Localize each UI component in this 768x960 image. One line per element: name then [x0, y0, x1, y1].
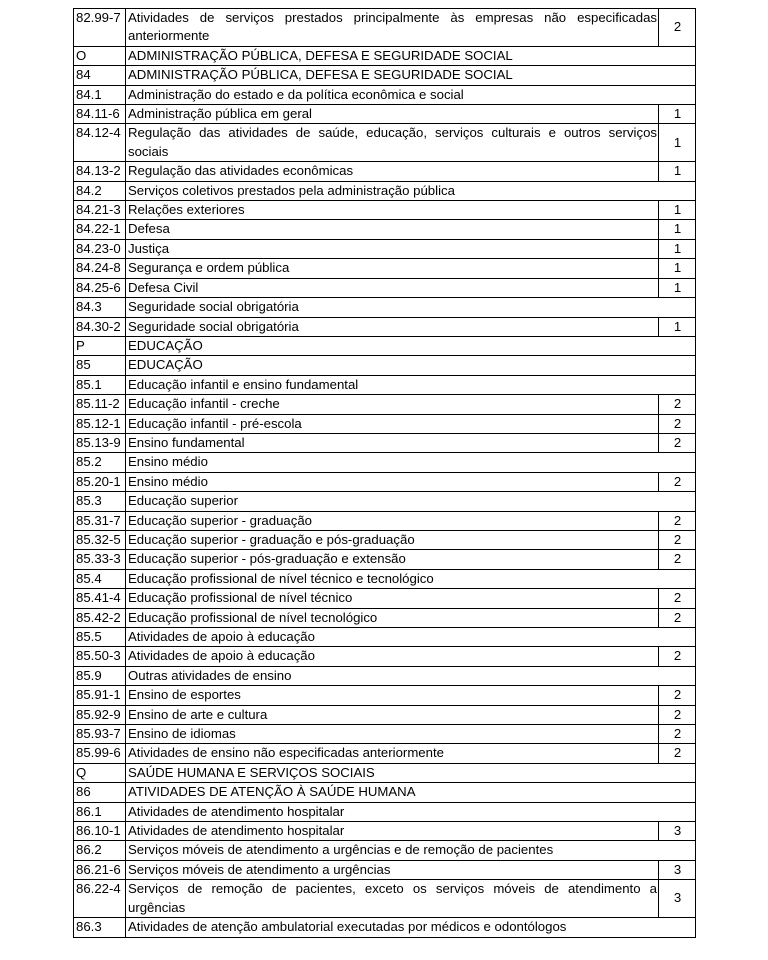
table-row — [74, 278, 696, 297]
activity-description: Educação superior — [126, 492, 696, 511]
table-row — [74, 705, 696, 724]
activity-code: 85.9 — [74, 666, 126, 685]
activity-code: 84.12-4 — [74, 124, 126, 162]
degree-value: 1 — [659, 162, 696, 181]
table-row — [74, 550, 696, 569]
activity-code: 85.50-3 — [74, 647, 126, 666]
table-row — [74, 105, 696, 124]
activity-description: Administração pública em geral — [126, 105, 659, 124]
degree-value: 2 — [659, 744, 696, 763]
table-row — [74, 763, 696, 782]
activity-code: 84.23-0 — [74, 239, 126, 258]
activity-description: Regulação das atividades de saúde, educação, serviços culturais e outros serviços sociais — [126, 124, 659, 162]
activity-description: ADMINISTRAÇÃO PÚBLICA, DEFESA E SEGURIDADE SOCIAL — [126, 46, 696, 65]
degree-value: 1 — [659, 124, 696, 162]
activity-code: 85.41-4 — [74, 589, 126, 608]
table-row — [74, 608, 696, 627]
activity-code: 84.22-1 — [74, 220, 126, 239]
activity-code: 85 — [74, 356, 126, 375]
activity-description: Atividades de apoio à educação — [126, 628, 696, 647]
activity-description: Educação superior - graduação — [126, 511, 659, 530]
cnae-table — [73, 8, 696, 938]
table-body — [74, 9, 696, 938]
activity-description: Atividades de atendimento hospitalar — [126, 822, 659, 841]
activity-code: 84.2 — [74, 181, 126, 200]
activity-code: 85.5 — [74, 628, 126, 647]
activity-code: 84.1 — [74, 85, 126, 104]
degree-value: 1 — [659, 105, 696, 124]
activity-code: 85.32-5 — [74, 530, 126, 549]
activity-code: 85.2 — [74, 453, 126, 472]
activity-code: 84.30-2 — [74, 317, 126, 336]
activity-description: Defesa Civil — [126, 278, 659, 297]
table-row — [74, 589, 696, 608]
table-row — [74, 666, 696, 685]
degree-value: 2 — [659, 9, 696, 47]
table-row — [74, 822, 696, 841]
degree-value: 1 — [659, 201, 696, 220]
activity-code: 86.2 — [74, 841, 126, 860]
activity-description: Atividades de atenção ambulatorial executadas por médicos e odontólogos — [126, 918, 696, 937]
table-row — [74, 201, 696, 220]
activity-description: Atividades de ensino não especificadas anteriormente — [126, 744, 659, 763]
activity-description: Defesa — [126, 220, 659, 239]
activity-code: 86.3 — [74, 918, 126, 937]
table-row — [74, 46, 696, 65]
activity-code: 85.20-1 — [74, 472, 126, 491]
table-row — [74, 530, 696, 549]
activity-description: Educação superior - pós-graduação e extensão — [126, 550, 659, 569]
degree-value: 2 — [659, 550, 696, 569]
degree-value: 2 — [659, 433, 696, 452]
table-row — [74, 414, 696, 433]
activity-description: Educação profissional de nível técnico e tecnológico — [126, 569, 696, 588]
table-row — [74, 725, 696, 744]
activity-description: Regulação das atividades econômicas — [126, 162, 659, 181]
degree-value: 1 — [659, 278, 696, 297]
table-row — [74, 317, 696, 336]
degree-value: 2 — [659, 725, 696, 744]
table-row — [74, 356, 696, 375]
table-row — [74, 686, 696, 705]
degree-value: 1 — [659, 239, 696, 258]
activity-code: 85.31-7 — [74, 511, 126, 530]
activity-code: Q — [74, 763, 126, 782]
activity-description: Ensino de arte e cultura — [126, 705, 659, 724]
activity-description: Ensino médio — [126, 453, 696, 472]
activity-description: ATIVIDADES DE ATENÇÃO À SAÚDE HUMANA — [126, 783, 696, 802]
activity-description: Educação profissional de nível técnico — [126, 589, 659, 608]
degree-value: 3 — [659, 860, 696, 879]
degree-value: 2 — [659, 472, 696, 491]
activity-description: ADMINISTRAÇÃO PÚBLICA, DEFESA E SEGURIDADE SOCIAL — [126, 66, 696, 85]
activity-code: 85.33-3 — [74, 550, 126, 569]
table-row — [74, 472, 696, 491]
table-row — [74, 162, 696, 181]
degree-value: 2 — [659, 395, 696, 414]
activity-code: 84.11-6 — [74, 105, 126, 124]
degree-value: 2 — [659, 608, 696, 627]
table-row — [74, 336, 696, 355]
activity-code: 85.91-1 — [74, 686, 126, 705]
table-row — [74, 918, 696, 937]
degree-value: 2 — [659, 686, 696, 705]
activity-code: 86.22-4 — [74, 880, 126, 918]
activity-code: 85.11-2 — [74, 395, 126, 414]
table-row — [74, 181, 696, 200]
activity-description: Serviços coletivos prestados pela administração pública — [126, 181, 696, 200]
table-row — [74, 85, 696, 104]
activity-description: Ensino de idiomas — [126, 725, 659, 744]
table-row — [74, 66, 696, 85]
activity-code: 85.1 — [74, 375, 126, 394]
activity-code: 85.42-2 — [74, 608, 126, 627]
activity-description: Administração do estado e da política econômica e social — [126, 85, 696, 104]
table-row — [74, 783, 696, 802]
activity-description: Educação superior - graduação e pós-graduação — [126, 530, 659, 549]
table-row — [74, 880, 696, 918]
degree-value: 2 — [659, 705, 696, 724]
activity-description: Relações exteriores — [126, 201, 659, 220]
table-row — [74, 744, 696, 763]
activity-code: 84 — [74, 66, 126, 85]
table-row — [74, 841, 696, 860]
activity-description: Outras atividades de ensino — [126, 666, 696, 685]
activity-code: 85.92-9 — [74, 705, 126, 724]
degree-value: 1 — [659, 220, 696, 239]
activity-code: 86.10-1 — [74, 822, 126, 841]
degree-value: 1 — [659, 259, 696, 278]
table-row — [74, 220, 696, 239]
activity-code: 84.3 — [74, 298, 126, 317]
activity-description: Serviços móveis de atendimento a urgências e de remoção de pacientes — [126, 841, 696, 860]
activity-description: Serviços de remoção de pacientes, exceto os serviços móveis de atendimento a urgências — [126, 880, 659, 918]
activity-code: 85.3 — [74, 492, 126, 511]
activity-description: Seguridade social obrigatória — [126, 317, 659, 336]
activity-description: EDUCAÇÃO — [126, 356, 696, 375]
activity-code: 84.25-6 — [74, 278, 126, 297]
activity-description: EDUCAÇÃO — [126, 336, 696, 355]
activity-code: 85.13-9 — [74, 433, 126, 452]
table-row — [74, 860, 696, 879]
degree-value: 2 — [659, 530, 696, 549]
degree-value: 2 — [659, 511, 696, 530]
degree-value: 3 — [659, 880, 696, 918]
document-page — [73, 8, 695, 938]
activity-description: Ensino médio — [126, 472, 659, 491]
table-row — [74, 259, 696, 278]
activity-description: Atividades de atendimento hospitalar — [126, 802, 696, 821]
activity-code: 84.21-3 — [74, 201, 126, 220]
activity-code: 86.21-6 — [74, 860, 126, 879]
table-row — [74, 647, 696, 666]
degree-value: 2 — [659, 589, 696, 608]
table-row — [74, 9, 696, 47]
activity-code: P — [74, 336, 126, 355]
degree-value: 2 — [659, 647, 696, 666]
table-row — [74, 802, 696, 821]
table-row — [74, 239, 696, 258]
activity-description: Justiça — [126, 239, 659, 258]
activity-description: Ensino fundamental — [126, 433, 659, 452]
table-row — [74, 628, 696, 647]
table-row — [74, 511, 696, 530]
table-row — [74, 433, 696, 452]
table-row — [74, 298, 696, 317]
table-row — [74, 569, 696, 588]
degree-value: 1 — [659, 317, 696, 336]
activity-code: O — [74, 46, 126, 65]
activity-description: Educação infantil - pré-escola — [126, 414, 659, 433]
activity-code: 86 — [74, 783, 126, 802]
degree-value: 3 — [659, 822, 696, 841]
activity-description: Educação infantil e ensino fundamental — [126, 375, 696, 394]
activity-code: 84.13-2 — [74, 162, 126, 181]
table-row — [74, 124, 696, 162]
activity-description: Seguridade social obrigatória — [126, 298, 696, 317]
activity-code: 85.4 — [74, 569, 126, 588]
activity-code: 85.99-6 — [74, 744, 126, 763]
activity-description: Serviços móveis de atendimento a urgências — [126, 860, 659, 879]
table-row — [74, 375, 696, 394]
activity-code: 85.12-1 — [74, 414, 126, 433]
activity-code: 86.1 — [74, 802, 126, 821]
table-row — [74, 453, 696, 472]
table-row — [74, 492, 696, 511]
activity-description: SAÚDE HUMANA E SERVIÇOS SOCIAIS — [126, 763, 696, 782]
activity-description: Educação profissional de nível tecnológico — [126, 608, 659, 627]
activity-description: Ensino de esportes — [126, 686, 659, 705]
activity-description: Atividades de apoio à educação — [126, 647, 659, 666]
activity-description: Atividades de serviços prestados principalmente às empresas não especificadas anteriormente — [126, 9, 659, 47]
table-row — [74, 395, 696, 414]
degree-value: 2 — [659, 414, 696, 433]
activity-code: 82.99-7 — [74, 9, 126, 47]
activity-description: Segurança e ordem pública — [126, 259, 659, 278]
activity-description: Educação infantil - creche — [126, 395, 659, 414]
activity-code: 85.93-7 — [74, 725, 126, 744]
activity-code: 84.24-8 — [74, 259, 126, 278]
